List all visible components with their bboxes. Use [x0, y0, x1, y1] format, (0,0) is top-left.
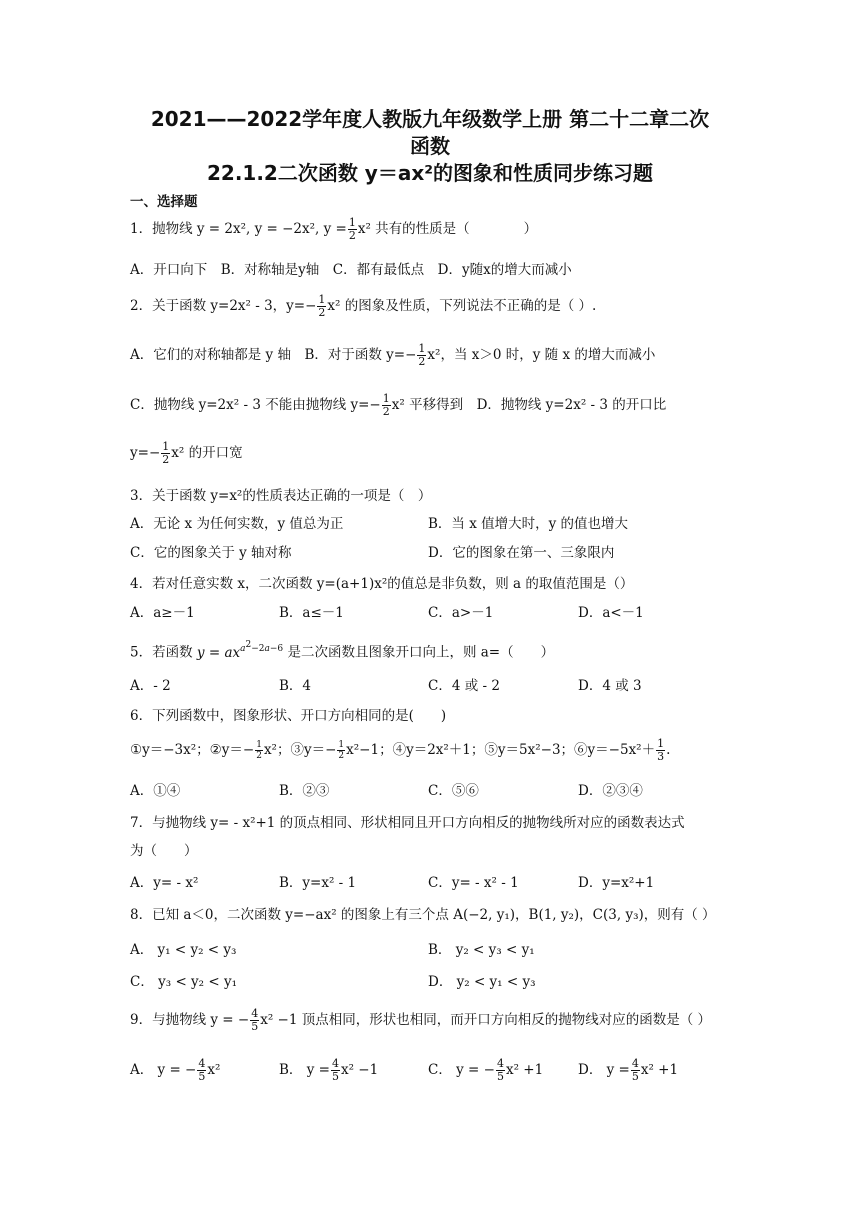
q9-option-a — [130, 1058, 220, 1083]
q2-fraction — [417, 343, 426, 368]
q9-stem-b: x² −1 顶点相同，形状也相同，而开口方向相反的抛物线对应的函数是（ ） — [260, 1012, 712, 1028]
frac-denominator: 2 — [382, 405, 390, 418]
q7-option-d: D．y=x²+1 — [578, 875, 655, 891]
q6-list-c: x²−1；④y＝2x²＋1；⑤y＝5x²−3；⑥y＝−5x²＋ — [346, 742, 656, 758]
q2-fraction — [382, 393, 391, 418]
q8-option-c: C． y₃ < y₂ < y₁ — [130, 974, 238, 990]
q5-option-c: C．4 或 - 2 — [428, 678, 500, 694]
q9-option-a-text: A． y = − — [130, 1062, 197, 1078]
q5-formula: $y = ax^{a^2-2a-6}$ — [196, 640, 284, 661]
q1-stem — [130, 217, 537, 242]
frac-numerator: 1 — [382, 392, 390, 405]
q4-option-a: A．a≥－1 — [130, 605, 195, 621]
frac-numerator: 1 — [657, 737, 665, 750]
q2-option-a — [130, 343, 655, 368]
frac-denominator: 2 — [338, 751, 345, 761]
frac-numerator: 1 — [162, 440, 170, 453]
frac-denominator: 2 — [348, 229, 356, 242]
q9-fraction — [331, 1058, 340, 1083]
frac-numerator: 1 — [318, 293, 326, 306]
title-line-2: 函数 — [410, 134, 450, 158]
q9-fraction — [631, 1058, 640, 1083]
frac-denominator: 5 — [631, 1070, 639, 1083]
q9-option-c-text: C． y = − — [428, 1062, 495, 1078]
frac-numerator: 4 — [251, 1007, 259, 1020]
q6-option-d: D．②③④ — [578, 783, 643, 799]
q9-option-b — [279, 1058, 378, 1083]
frac-denominator: 2 — [256, 751, 262, 761]
q2-option-a-text-b: x²，当 x＞0 时，y 随 x 的增大而减小 — [427, 347, 656, 363]
q7-option-a: A．y= - x² — [130, 875, 199, 891]
frac-denominator: 5 — [251, 1020, 259, 1033]
q7-stem-line2: 为（ ） — [130, 843, 198, 859]
frac-numerator: 4 — [631, 1057, 639, 1070]
q5-stem-a: 5．若函数 — [130, 644, 193, 661]
q5-option-d: D．4 或 3 — [578, 678, 642, 694]
q6-list — [130, 738, 670, 763]
q4-option-d: D．a<－1 — [578, 605, 644, 621]
q1-fraction — [348, 217, 357, 242]
q1-options: A．开口向下 B．对称轴是y轴 C．都有最低点 D．y随x的增大而减小 — [130, 262, 572, 278]
q6-fraction-3 — [337, 740, 345, 761]
frac-numerator: 4 — [198, 1057, 206, 1070]
frac-numerator: 1 — [338, 740, 345, 750]
q9-fraction — [250, 1008, 259, 1033]
q9-option-d — [578, 1058, 678, 1083]
q1-stem-b: x² 共有的性质是（ ） — [357, 221, 538, 237]
q6-fraction-6 — [656, 738, 665, 763]
q4-option-b: B．a≤－1 — [279, 605, 344, 621]
frac-numerator: 1 — [348, 216, 356, 229]
doc-subtitle: 22.1.2二次函数 y＝ax²的图象和性质同步练习题 — [206, 161, 653, 185]
q2-fraction — [317, 294, 326, 319]
q9-option-c-tail: x² +1 — [505, 1062, 544, 1078]
q9-option-c — [428, 1058, 543, 1083]
frac-numerator: 4 — [331, 1057, 339, 1070]
q3-stem: 3．关于函数 y=x²的性质表达正确的一项是（ ） — [130, 488, 432, 504]
q8-stem: 8．已知 a＜0，二次函数 y=−ax² 的图象上有三个点 A(−2, y₁)，B(1, y₂)，C(3, y₃)，则有（ ） — [130, 907, 716, 923]
q3-option-d: D．它的图象在第一、三象限内 — [428, 545, 615, 561]
q8-option-b: B． y₂ < y₃ < y₁ — [428, 942, 535, 958]
q9-fraction — [197, 1058, 206, 1083]
q6-list-a: ①y＝−3x²；②y＝− — [130, 742, 255, 758]
q2-option-cont — [130, 441, 243, 466]
frac-numerator: 1 — [256, 740, 262, 750]
q2-stem-b: x² 的图象及性质，下列说法不正确的是（ ）. — [327, 298, 597, 314]
q9-option-d-tail: x² +1 — [640, 1062, 679, 1078]
title-line-1: 2021——2022学年度人教版九年级数学上册 第二十二章二次 — [150, 107, 710, 131]
q8-option-a: A． y₁ < y₂ < y₃ — [130, 942, 237, 958]
q6-stem: 6．下列函数中，图象形状、开口方向相同的是( ) — [130, 708, 447, 724]
q9-stem-a: 9．与抛物线 y = − — [130, 1012, 250, 1028]
q2-stem — [130, 294, 596, 319]
q2-cont-text: y=− — [130, 445, 161, 461]
q5-stem-b: 是二次函数且图象开口向上，则 a=（ ） — [287, 644, 555, 661]
q6-option-b: B．②③ — [279, 783, 330, 799]
frac-denominator: 2 — [162, 453, 170, 466]
q9-option-b-tail: x² −1 — [340, 1062, 379, 1078]
frac-denominator: 2 — [318, 306, 326, 319]
q5-option-b: B．4 — [279, 678, 312, 694]
q9-option-b-text: B． y = — [279, 1062, 330, 1078]
q3-option-a: A．无论 x 为任何实数，y 值总为正 — [130, 516, 344, 532]
q2-cont-text-b: x² 的开口宽 — [171, 445, 243, 461]
q6-option-a: A．①④ — [130, 783, 181, 799]
q4-stem: 4．若对任意实数 x，二次函数 y=(a+1)x²的值总是非负数，则 a 的取值范围是（） — [130, 576, 634, 592]
doc-title — [0, 106, 860, 160]
section-heading: 一、选择题 — [130, 194, 198, 210]
q2-stem-a: 2．关于函数 y=2x² - 3，y=− — [130, 298, 317, 314]
q6-list-b: x²；③y＝− — [263, 742, 337, 758]
q7-option-b: B．y=x² - 1 — [279, 875, 357, 891]
q2-option-a-text: A．它们的对称轴都是 y 轴 B．对于函数 y=− — [130, 347, 417, 363]
q4-option-c: C．a>－1 — [428, 605, 494, 621]
q6-list-end: . — [666, 742, 671, 758]
frac-numerator: 1 — [418, 342, 426, 355]
q3-option-b: B．当 x 值增大时，y 的值也增大 — [428, 516, 629, 532]
q2-option-c-text: C．抛物线 y=2x² - 3 不能由抛物线 y=− — [130, 397, 381, 413]
q6-option-c: C．⑤⑥ — [428, 783, 479, 799]
q3-option-c: C．它的图象关于 y 轴对称 — [130, 545, 292, 561]
frac-denominator: 5 — [331, 1070, 339, 1083]
q5-stem — [130, 640, 554, 661]
frac-denominator: 2 — [418, 355, 426, 368]
q2-option-c-text-b: x² 平移得到 D．抛物线 y=2x² - 3 的开口比 — [391, 397, 667, 413]
q7-stem-line1: 7．与抛物线 y= - x²+1 的顶点相同、形状相同且开口方向相反的抛物线所对应的函数表达式 — [130, 815, 685, 831]
frac-denominator: 5 — [496, 1070, 504, 1083]
frac-denominator: 3 — [657, 750, 665, 763]
q9-stem — [130, 1008, 711, 1033]
q6-fraction-2 — [255, 740, 263, 761]
q7-option-c: C．y= - x² - 1 — [428, 875, 519, 891]
q2-option-c — [130, 393, 666, 418]
frac-numerator: 4 — [496, 1057, 504, 1070]
frac-denominator: 5 — [198, 1070, 206, 1083]
q9-option-a-tail: x² — [207, 1062, 221, 1078]
q5-option-a: A．- 2 — [130, 678, 171, 694]
q2-fraction — [161, 441, 170, 466]
q8-option-d: D． y₂ < y₁ < y₃ — [428, 974, 536, 990]
q9-fraction — [496, 1058, 505, 1083]
q1-stem-a: 1．抛物线 y = 2x², y = −2x², y = — [130, 221, 347, 237]
q9-option-d-text: D． y = — [578, 1062, 630, 1078]
